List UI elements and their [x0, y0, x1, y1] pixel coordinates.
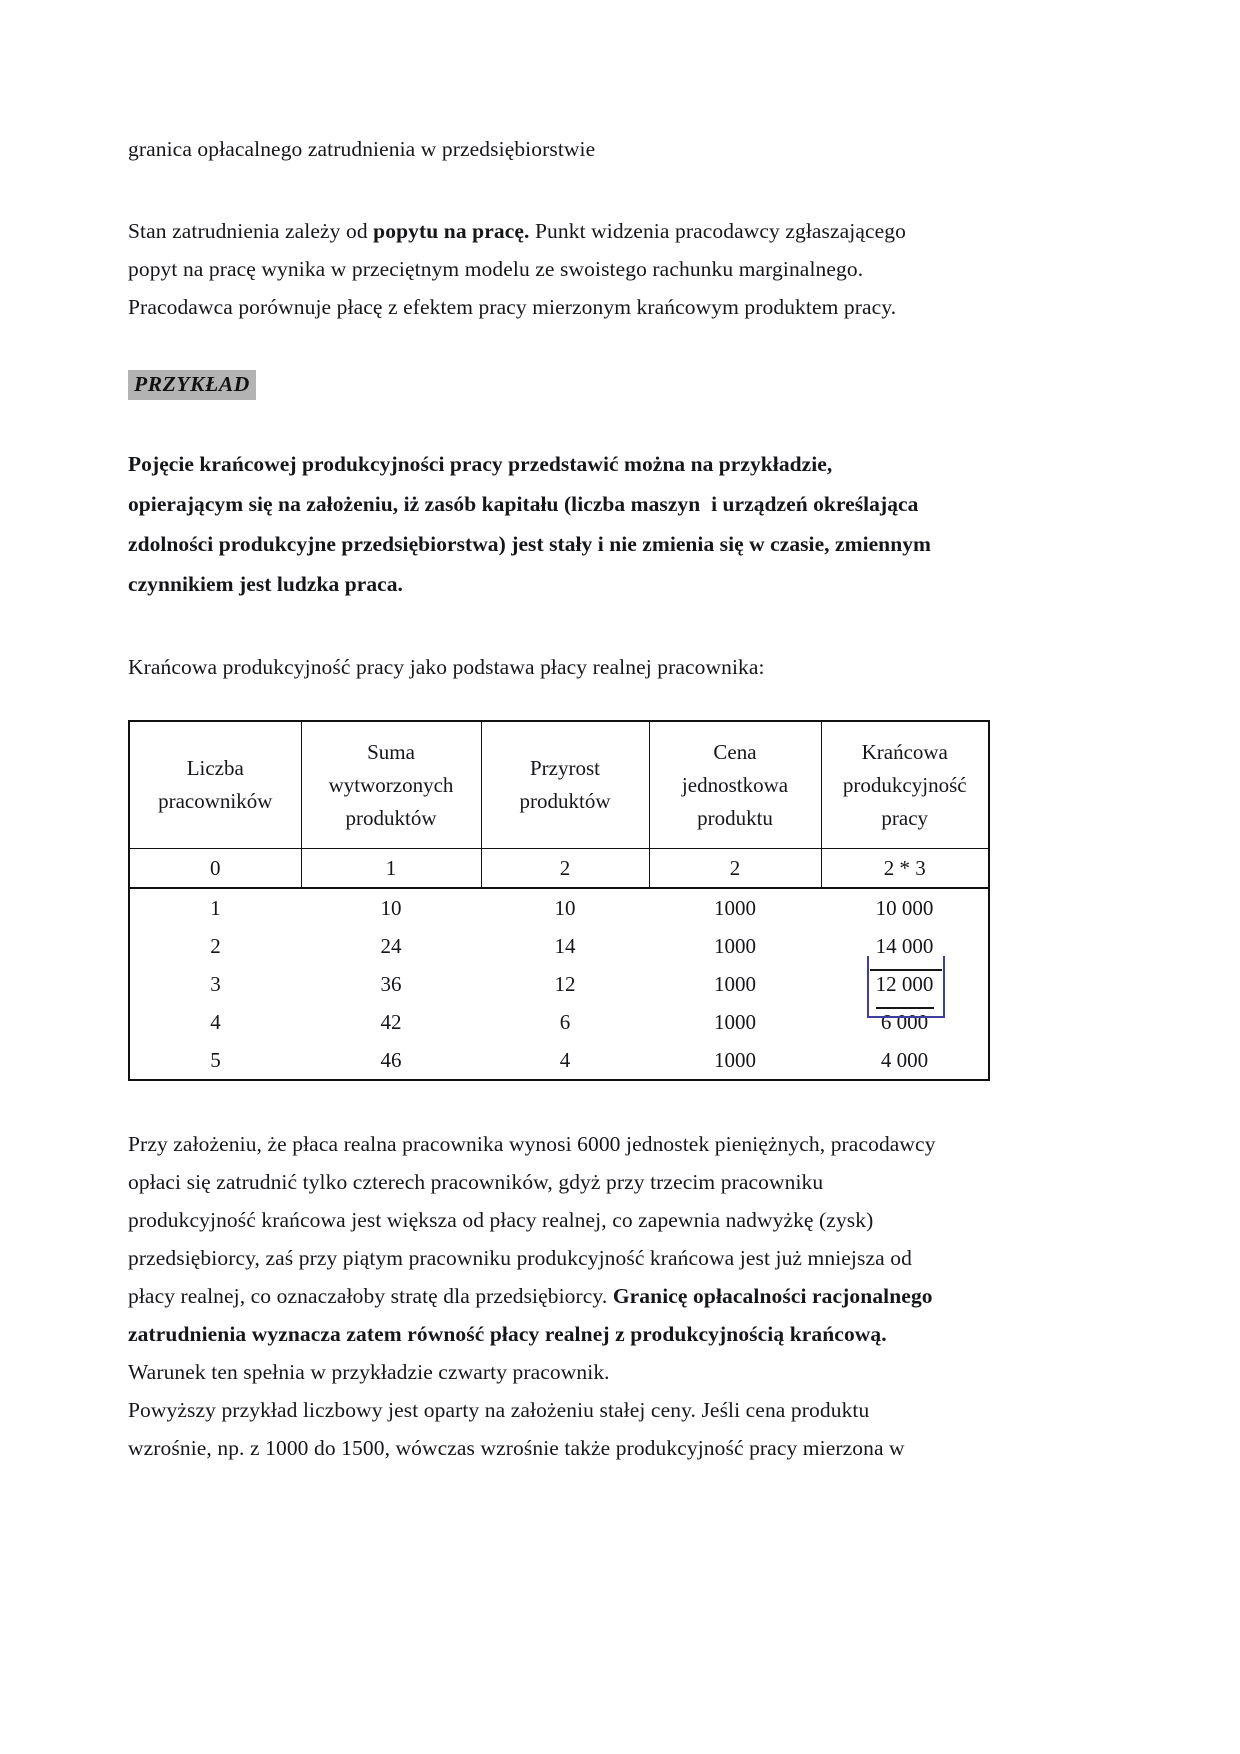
closing-line-9: wzrośnie, np. z 1000 do 1500, wówczas wzrośnie także produkcyjność pracy mierzona w [128, 1436, 905, 1460]
cell-przyrost: 12 [554, 971, 576, 996]
intro-line-1-pre: Stan zatrudnienia zależy od [128, 219, 374, 243]
table-row [129, 1003, 989, 1041]
header-line: pracy [881, 805, 929, 830]
table-row [129, 1041, 989, 1080]
page-heading: granica opłacalnego zatrudnienia w przedsiębiorstwie [128, 137, 596, 161]
closing-line-7: Warunek ten spełnia w przykładzie czwarty pracownik. [128, 1360, 610, 1384]
cell-przyrost: 14 [554, 933, 576, 958]
cell-krancowa: 4 000 [880, 1047, 929, 1072]
intro-line-1-bold: popytu na pracę. [373, 219, 530, 243]
cell-suma: 46 [380, 1047, 402, 1072]
example-label-row [128, 370, 1112, 400]
closing-line-6: zatrudnienia wyznacza zatem równość płacy realnej z produkcyjnością krańcową. [128, 1322, 887, 1346]
header-krancowa-produkcyjnosc-pracy [821, 721, 989, 849]
table-row [129, 888, 989, 927]
closing-paragraph [128, 1125, 1112, 1467]
intro-line-1 [128, 212, 1112, 250]
table-container [128, 720, 1112, 1081]
cell-suma: 36 [380, 971, 402, 996]
cell-liczba: 3 [210, 971, 221, 996]
closing-line-5 [128, 1277, 1112, 1315]
cell-krancowa: 14 000 [875, 933, 934, 958]
table-row [129, 849, 989, 889]
intro-line-3: Pracodawca porównuje płacę z efektem pracy mierzonym krańcowym produktem pracy. [128, 295, 897, 319]
closing-line-5-pre: płacy realnej, co oznaczałoby stratę dla przedsiębiorcy. [128, 1284, 613, 1308]
index-cell: 2 * 3 [821, 849, 989, 889]
header-line: produktów [345, 805, 437, 830]
header-line: jednostkowa [681, 772, 789, 797]
header-przyrost-produktow [481, 721, 649, 849]
header-line: pracowników [158, 789, 273, 813]
bold-line-4: czynnikiem jest ludzka praca. [128, 572, 403, 596]
cell-suma: 24 [380, 933, 402, 958]
cell-liczba: 5 [210, 1047, 221, 1072]
closing-line-8: Powyższy przykład liczbowy jest oparty na założeniu stałej ceny. Jeśli cena produktu [128, 1398, 870, 1422]
cell-suma: 10 [380, 895, 402, 920]
header-line: Cena [713, 739, 757, 764]
marginal-productivity-table [128, 720, 990, 1081]
header-line: produktu [697, 805, 773, 830]
index-cell: 2 [649, 849, 821, 889]
bold-definition-block [128, 444, 1112, 604]
cell-cena: 1000 [714, 1009, 756, 1034]
index-cell: 0 [129, 849, 301, 889]
example-label: PRZYKŁAD [128, 370, 256, 400]
spacer [128, 326, 1112, 370]
closing-line-4: przedsiębiorcy, zaś przy piątym pracowniku produkcyjność krańcowa jest już mniejsza od [128, 1246, 912, 1270]
header-line: Przyrost [530, 756, 600, 780]
cell-liczba: 4 [210, 1009, 221, 1034]
bold-line-3: zdolności produkcyjne przedsiębiorstwa) jest stały i nie zmienia się w czasie, zmiennym [128, 532, 931, 556]
cell-krancowa: 10 000 [875, 895, 934, 920]
table-caption: Krańcowa produkcyjność pracy jako podstawa płacy realnej pracownika: [128, 655, 765, 679]
cell-przyrost: 10 [554, 895, 576, 920]
header-liczba-pracownikow [129, 721, 301, 849]
cell-liczba: 2 [210, 933, 221, 958]
table-row [129, 965, 989, 1003]
cell-cena: 1000 [714, 895, 756, 920]
cell-przyrost: 4 [559, 1047, 571, 1072]
header-line: produktów [519, 789, 611, 813]
cell-krancowa-annotated: 12 000 [875, 971, 934, 996]
header-cena-jednostkowa-produktu [649, 721, 821, 849]
spacer [128, 168, 1112, 212]
header-line: Liczba [186, 756, 244, 780]
index-cell: 1 [301, 849, 481, 889]
intro-line-1-post: Punkt widzenia pracodawcy zgłaszającego [529, 219, 906, 243]
table-body [129, 888, 989, 1080]
closing-line-3: produkcyjność krańcowa jest większa od płacy realnej, co zapewnia nadwyżkę (zysk) [128, 1208, 874, 1232]
cell-suma: 42 [380, 1009, 402, 1034]
table-header-row [129, 721, 989, 849]
header-suma-wytworzonych-produktow [301, 721, 481, 849]
table-header [129, 721, 989, 849]
intro-paragraph [128, 212, 1112, 326]
cell-cena: 1000 [714, 1047, 756, 1072]
header-line: wytworzonych [328, 772, 454, 797]
cell-krancowa-annotated: 6 000 [880, 1009, 929, 1034]
cell-cena: 1000 [714, 933, 756, 958]
closing-line-2: opłaci się zatrudnić tylko czterech pracowników, gdyż przy trzecim pracowniku [128, 1170, 824, 1194]
spacer [128, 400, 1112, 444]
spacer [128, 604, 1112, 648]
spacer [128, 1081, 1112, 1125]
cell-przyrost: 6 [559, 1009, 571, 1034]
strikethrough-12000-icon [870, 969, 942, 971]
cell-liczba: 1 [210, 895, 221, 920]
index-cell: 2 [481, 849, 649, 889]
header-line: Suma [367, 739, 415, 764]
bold-line-1: Pojęcie krańcowej produkcyjności pracy przedstawić można na przykładzie, [128, 452, 833, 476]
table-index-row-group [129, 849, 989, 889]
intro-line-2: popyt na pracę wynika w przeciętnym modelu ze swoistego rachunku marginalnego. [128, 257, 864, 281]
header-line: Krańcowa [861, 739, 948, 764]
cell-cena: 1000 [714, 971, 756, 996]
header-line: produkcyjność [842, 772, 967, 797]
strikethrough-6000-icon [876, 1007, 934, 1009]
spacer [128, 686, 1112, 720]
closing-line-5-bold: Granicę opłacalności racjonalnego [612, 1284, 933, 1308]
table-row [129, 927, 989, 965]
bold-line-2: opierającym się na założeniu, iż zasób kapitału (liczba maszyn i urządzeń określająca [128, 492, 919, 516]
closing-line-1: Przy założeniu, że płaca realna pracownika wynosi 6000 jednostek pieniężnych, pracodawcy [128, 1132, 936, 1156]
